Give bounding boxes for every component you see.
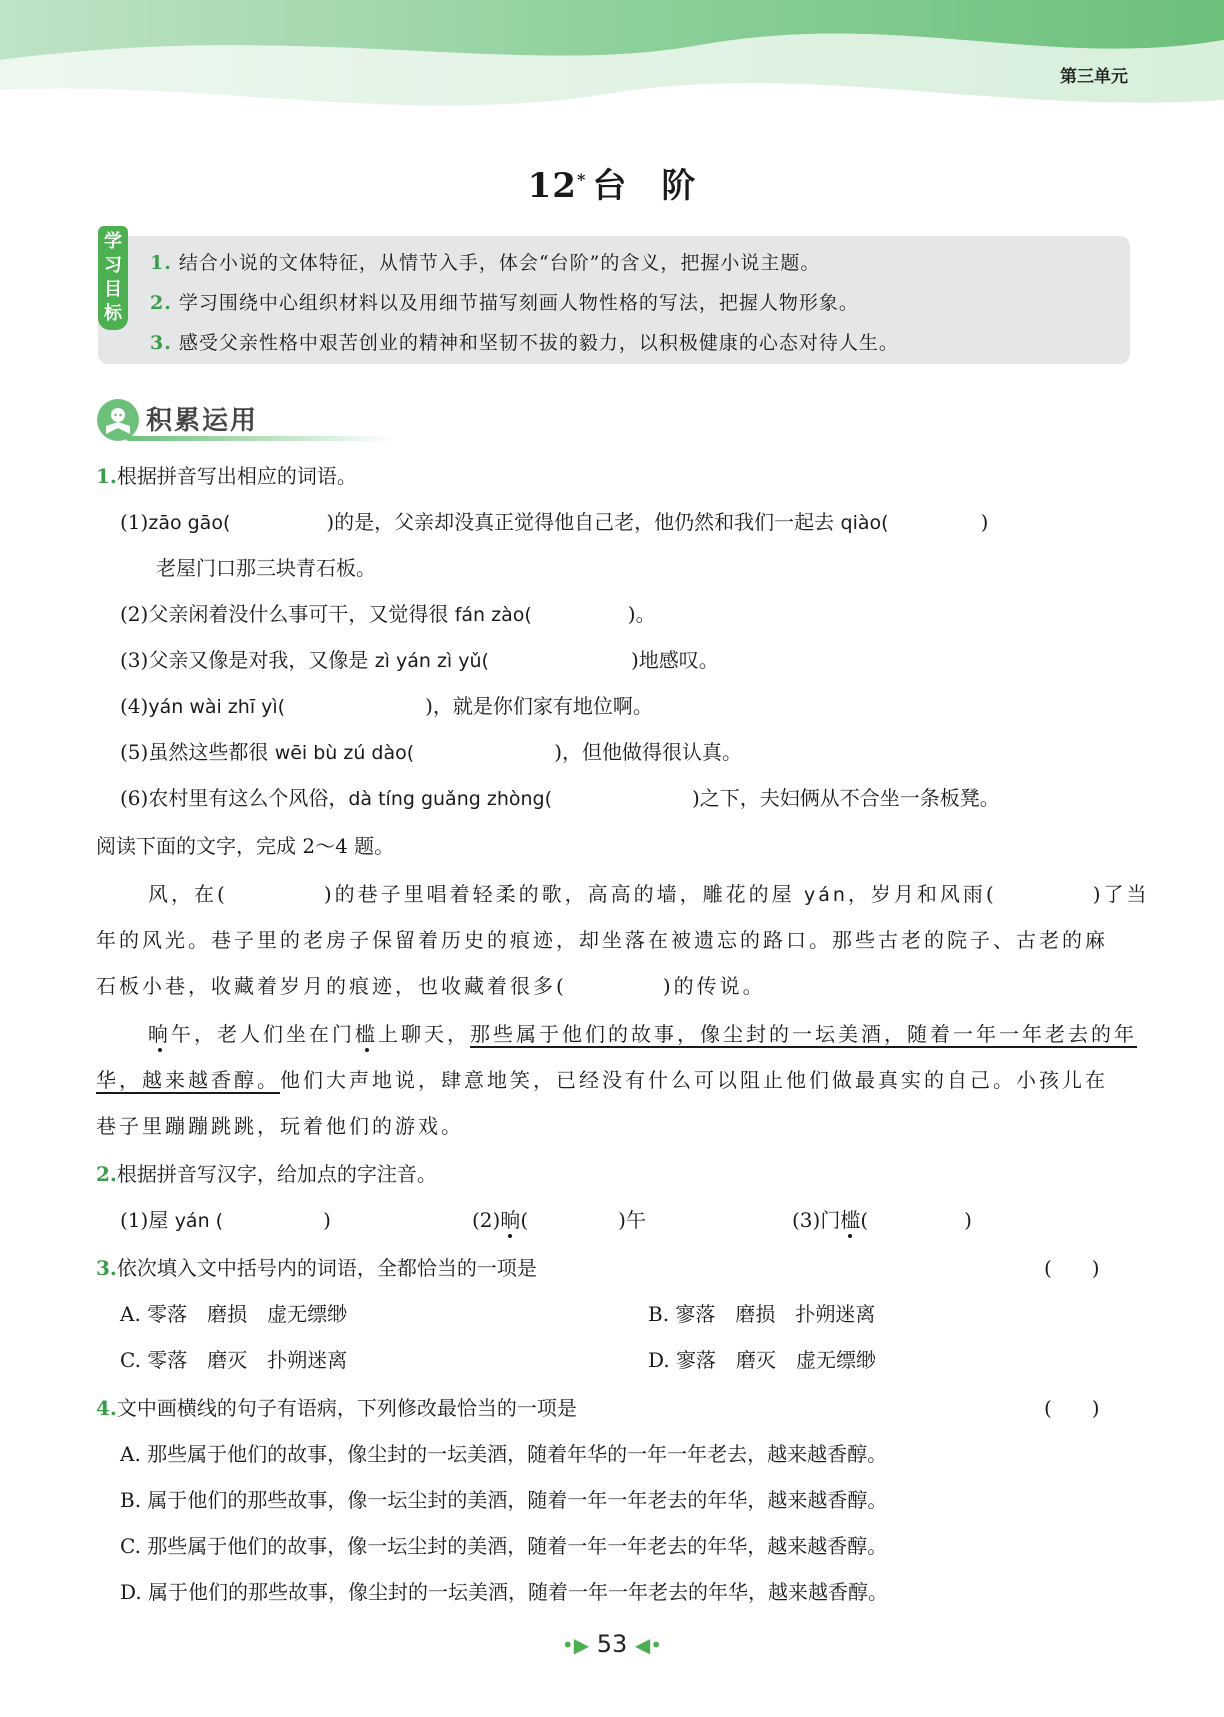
answer-paren: ( ) [1044, 1256, 1100, 1280]
pinyin: dà tíng guǎng zhòng( [348, 788, 552, 810]
passage-line [96, 1066, 1108, 1094]
header-wave [0, 0, 1224, 120]
goal-item [150, 248, 820, 275]
q1-item-6 [120, 784, 1000, 813]
underlined-sentence: 华，越来越香醇。 [96, 1068, 280, 1092]
q1-item-3 [120, 646, 719, 675]
text: )了当 [1092, 882, 1150, 906]
text: )。 [627, 602, 656, 626]
question-3 [96, 1254, 537, 1282]
text: 上聊天， [378, 1022, 470, 1046]
q3-option-c: C. 零落 磨灭 扑朔迷离 [120, 1348, 348, 1372]
question-stem: 根据拼音写汉字，给加点的字注音。 [116, 1162, 437, 1186]
q4-option-b: B. 属于他们的那些故事，像一坛尘封的美酒，随着一年一年老去的年华，越来越香醇。 [120, 1488, 888, 1512]
question-number: 4. [96, 1396, 117, 1420]
text: ，岁月和风雨( [847, 882, 997, 906]
goal-tab-char: 目 [104, 279, 122, 300]
question-stem: 根据拼音写出相应的词语。 [116, 464, 357, 488]
q1-item-2 [120, 600, 656, 629]
pinyin: zì yán zì yǔ( [374, 650, 489, 672]
text: (3)门 [792, 1208, 841, 1232]
text: (4) [120, 694, 149, 718]
text: 午，老人们坐在门 [171, 1022, 355, 1046]
lesson-title-b: 阶 [661, 166, 697, 206]
learning-goals-tab [98, 226, 128, 330]
q3-option-b: B. 寥落 磨损 扑朔迷离 [648, 1302, 876, 1326]
question-stem: 文中画横线的句子有语病，下列修改最恰当的一项是 [116, 1396, 577, 1420]
text: )午 [618, 1208, 646, 1232]
text: ) [980, 510, 989, 534]
text: (5)虽然这些都很 [120, 740, 275, 764]
underlined-sentence: 那些属于他们的故事，像尘封的一坛美酒，随着一年一年老去的年 [470, 1022, 1137, 1046]
dotted-char: 槛 [355, 1022, 378, 1046]
goal-item [150, 288, 859, 315]
text: )的传说。 [662, 974, 766, 998]
text: (2)父亲闲着没什么事可干，又觉得很 [120, 602, 455, 626]
q1-item-1-cont: 老屋门口那三块青石板。 [156, 556, 376, 580]
pinyin: fán zào( [454, 604, 532, 626]
text: )的是，父亲却没真正觉得他自己老，他仍然和我们一起去 [326, 510, 841, 534]
goal-number: 1. [150, 252, 172, 274]
text: ( [520, 1208, 529, 1232]
question-number: 2. [96, 1162, 117, 1186]
goal-tab-char: 学 [104, 231, 122, 252]
q1-item-1 [120, 508, 988, 537]
text: )之下，夫妇俩从不合坐一条板凳。 [692, 786, 1000, 810]
goal-number: 3. [150, 332, 172, 354]
q3-option-d: D. 寥落 磨灭 虚无缥缈 [648, 1348, 877, 1372]
q4-option-c: C. 那些属于他们的故事，像一坛尘封的美酒，随着一年一年老去的年华，越来越香醇。 [120, 1534, 888, 1558]
text: (1)屋 [120, 1208, 175, 1232]
q2-option-1 [120, 1206, 331, 1235]
pinyin: qiào( [840, 512, 889, 534]
goal-text: 结合小说的文体特征，从情节入手，体会“台阶”的含义，把握小说主题。 [178, 252, 821, 274]
text: (3)父亲又像是对我，又像是 [120, 648, 375, 672]
question-1 [96, 462, 357, 490]
goal-tab-char: 标 [104, 303, 122, 324]
text: ) [964, 1208, 972, 1232]
text: )，但他做得很认真。 [554, 740, 742, 764]
text: 石板小巷，收藏着岁月的痕迹，也收藏着很多( [96, 974, 567, 998]
dotted-char: 晌 [500, 1208, 521, 1232]
pinyin: yán [803, 884, 848, 906]
q1-item-5 [120, 738, 742, 767]
text: ) [323, 1208, 331, 1232]
text: 他们大声地说，肆意地笑，已经没有什么可以阻止他们做最真实的自己。小孩儿在 [280, 1068, 1108, 1092]
text: )地感叹。 [630, 648, 719, 672]
question-number: 3. [96, 1256, 117, 1280]
question-4 [96, 1394, 577, 1422]
pinyin: yán ( [174, 1210, 224, 1232]
q2-option-3 [792, 1206, 972, 1234]
passage-line: 巷子里蹦蹦跳跳，玩着他们的游戏。 [96, 1114, 464, 1138]
q3-option-a: A. 零落 磨损 虚无缥缈 [120, 1302, 348, 1326]
goal-text: 感受父亲性格中艰苦创业的精神和坚韧不拔的毅力，以积极健康的心态对待人生。 [178, 332, 899, 354]
pinyin: zāo gāo( [148, 512, 231, 534]
arrow-left-icon: ◀• [634, 1633, 663, 1657]
pinyin: wēi bù zú dào( [274, 742, 415, 764]
passage-line [148, 1020, 1137, 1048]
text: )，就是你们家有地位啊。 [425, 694, 653, 718]
answer-paren: ( ) [1044, 1396, 1100, 1420]
unit-label: 第三单元 [1060, 67, 1128, 87]
lesson-title-a: 台 [592, 166, 628, 206]
passage-line: 年的风光。巷子里的老房子保留着历史的痕迹，却坐落在被遗忘的路口。那些古老的院子、古老的麻 [96, 928, 1108, 952]
text: ( [860, 1208, 869, 1232]
page-footer [0, 1630, 1224, 1658]
text: (6)农村里有这么个风俗， [120, 786, 349, 810]
q4-option-a: A. 那些属于他们的故事，像尘封的一坛美酒，随着年华的一年一年老去，越来越香醇。 [120, 1442, 888, 1466]
text: (1) [120, 510, 149, 534]
goal-item [150, 328, 899, 355]
goal-text: 学习围绕中心组织材料以及用细节描写刻画人物性格的写法，把握人物形象。 [178, 292, 859, 314]
page-number: 53 [596, 1630, 628, 1658]
q2-option-2 [472, 1206, 646, 1234]
dotted-char: 槛 [840, 1208, 861, 1232]
lesson-star: * [576, 169, 587, 189]
lesson-title [0, 158, 1224, 207]
passage-line [148, 880, 1150, 909]
question-2 [96, 1160, 437, 1188]
question-number: 1. [96, 464, 117, 488]
goal-tab-char: 习 [104, 255, 122, 276]
section-header [96, 398, 336, 442]
question-stem: 依次填入文中括号内的词语，全都恰当的一项是 [116, 1256, 537, 1280]
q4-option-d: D. 属于他们的那些故事，像尘封的一坛美酒，随着一年一年老去的年华，越来越香醇。 [120, 1580, 889, 1604]
dotted-char: 晌 [148, 1022, 171, 1046]
section-title: 积累运用 [146, 406, 259, 436]
pinyin: yán wài zhī yì( [148, 696, 286, 718]
text: 风，在( [148, 882, 228, 906]
q1-item-4 [120, 692, 653, 721]
text: )的巷子里唱着轻柔的歌，高高的墙，雕花的屋 [323, 882, 804, 906]
lesson-number: 12 [527, 166, 577, 206]
arrow-right-icon: •▶ [561, 1633, 590, 1657]
text: (2) [472, 1208, 501, 1232]
reading-student-icon [96, 398, 140, 442]
goal-number: 2. [150, 292, 172, 314]
reading-intro: 阅读下面的文字，完成 2～4 题。 [96, 834, 395, 858]
passage-line [96, 972, 766, 1000]
